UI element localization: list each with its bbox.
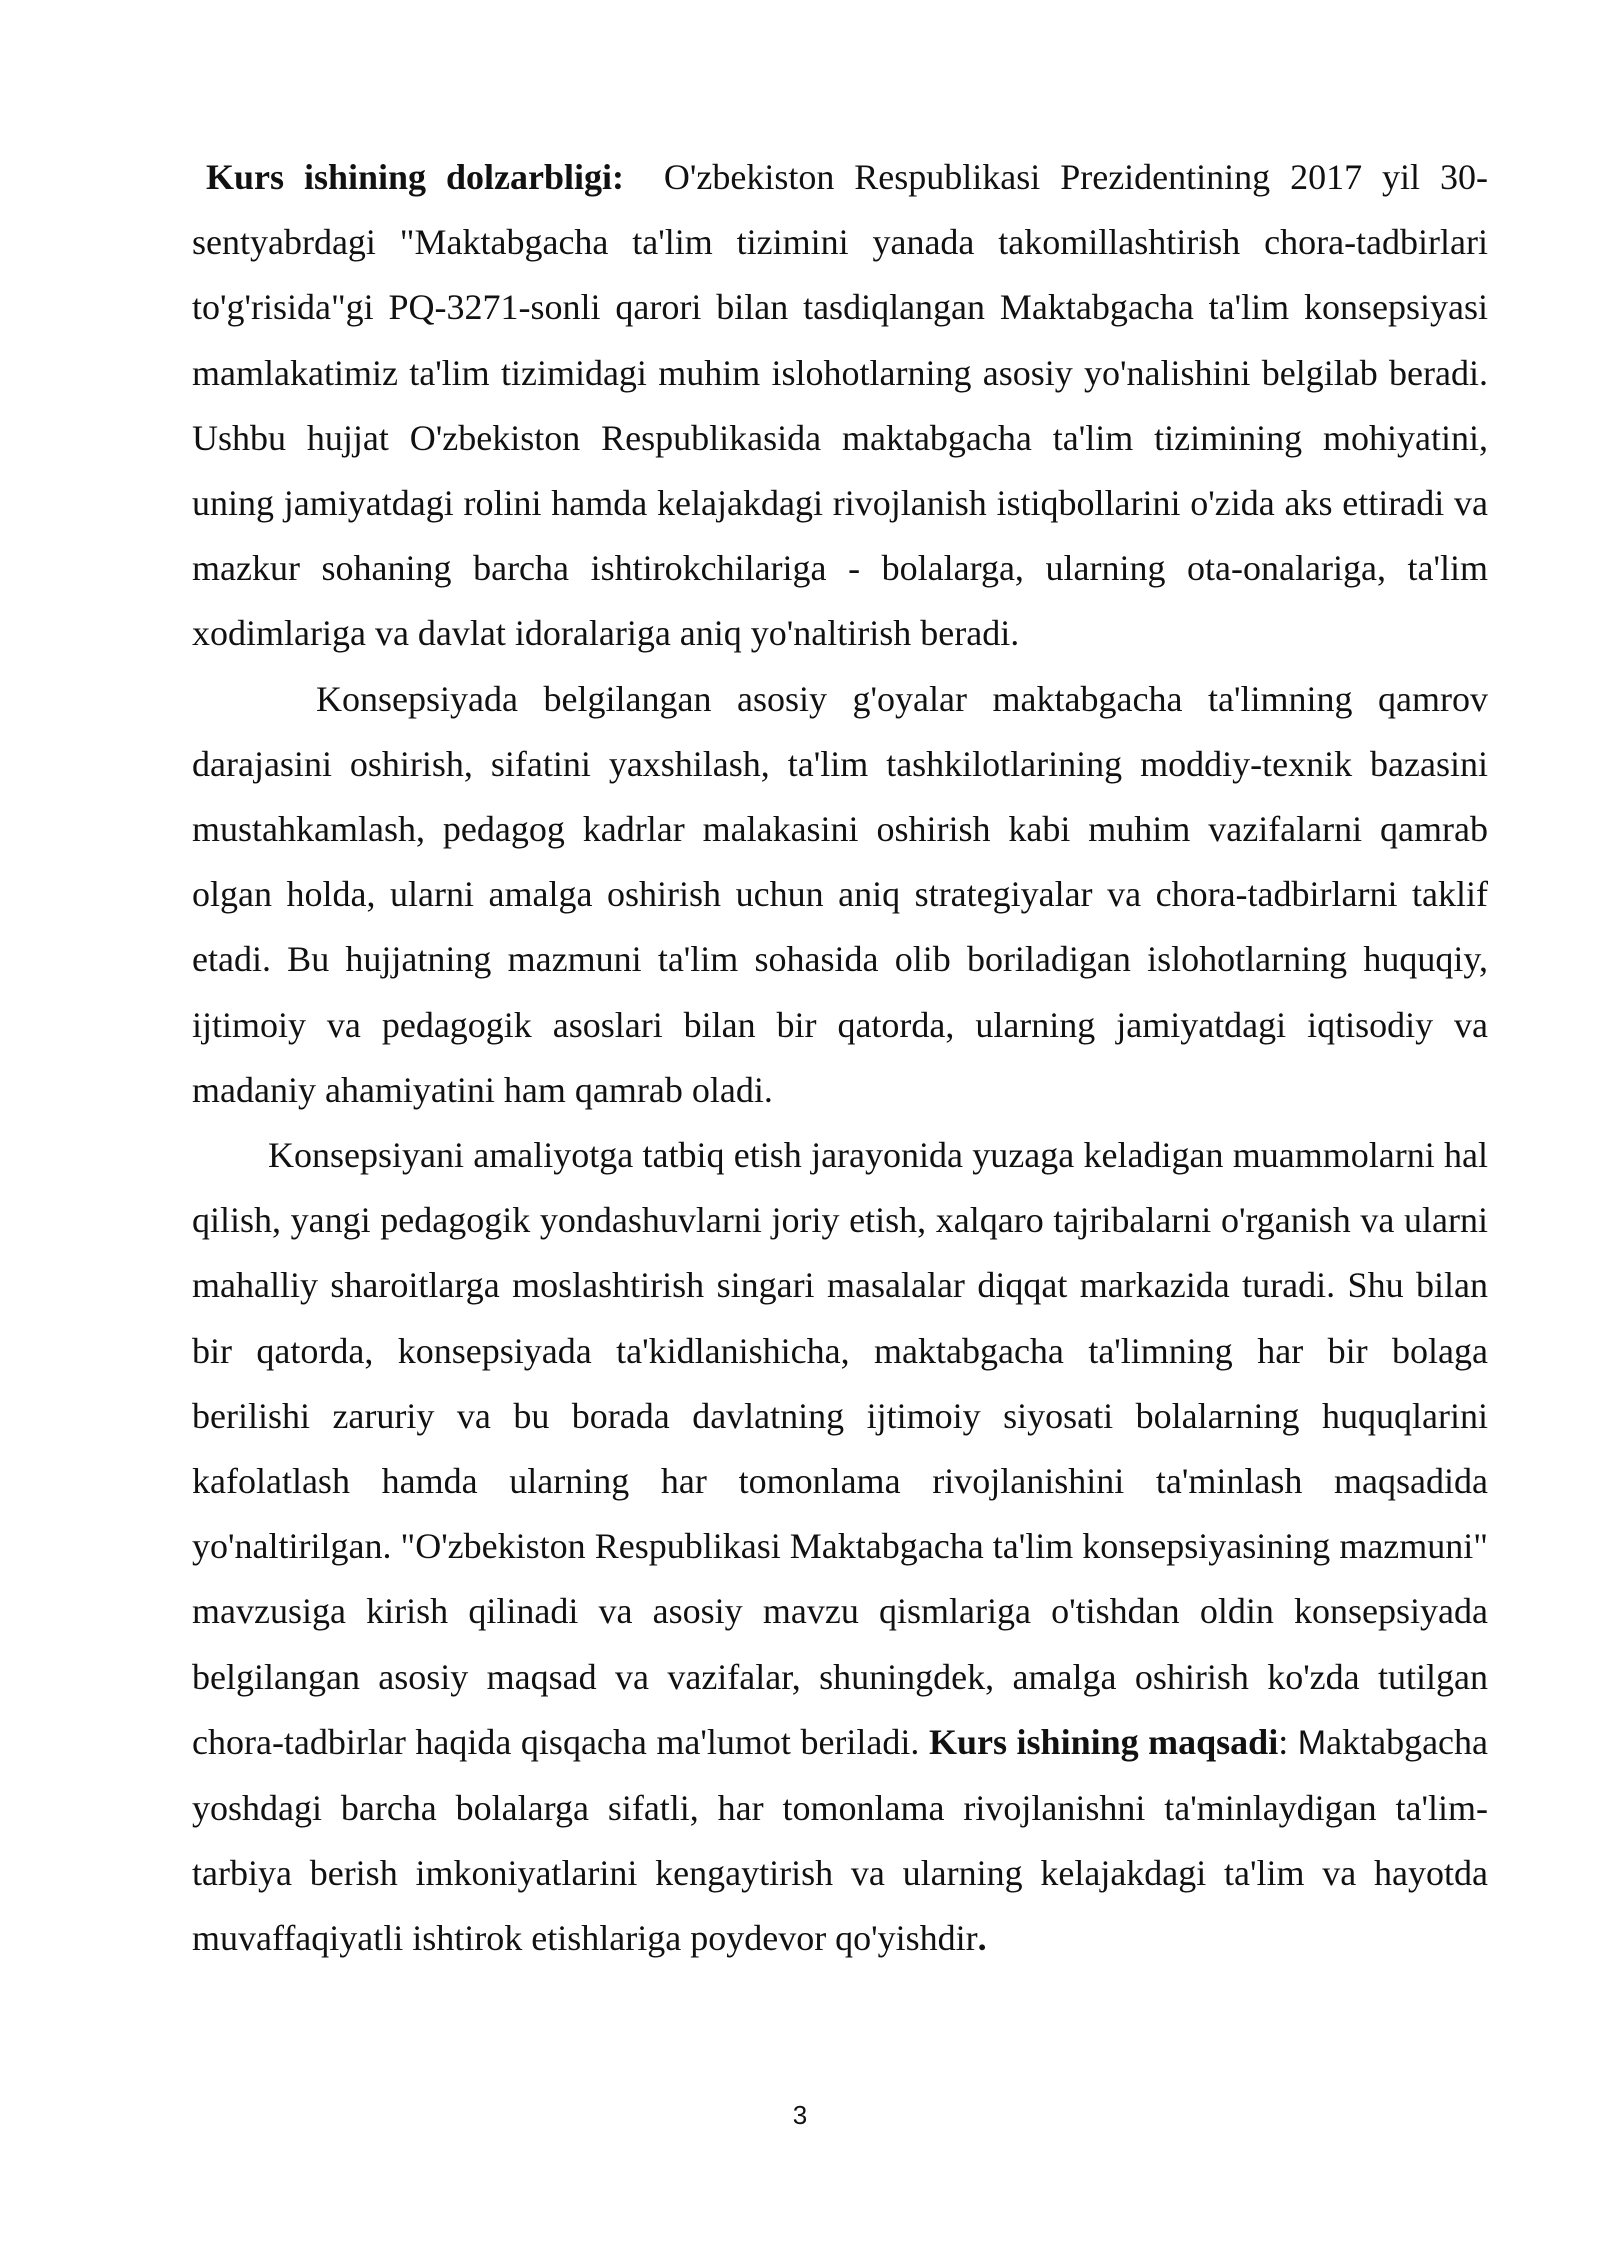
page-number: 3 — [792, 2100, 808, 2130]
implementation-text: Konsepsiyani amaliyotga tatbiq etish jarayonida yuzaga keladigan muammolarni hal qilish, yangi pedagogik yondashuvlarni joriy etish, xalqaro tajribalarni o'rganish va ularni mahalliy sharoitlarga moslashtirish singari masalalar diqqat markazida turadi. Shu bilan bir qatorda, konsepsiyada ta'kidlanishicha, maktabgacha ta'limning har bir bolaga berilishi zaruriy va bu borada davlatning ijtimoiy siyosati bolalarning huquqlarini kafolatlash hamda ularning har tomonlama rivojlanishini ta'minlash maqsadida yo'naltirilgan. "O'zbekiston Respublikasi Maktabgacha ta'lim konsepsiyasining mazmuni" mavzusiga kirish qilinadi va asosiy mavzu qismlariga o'tishdan oldin konsepsiyada belgilangan asosiy maqsad va vazifalar, shuningdek, amalga oshirish ko'zda tutilgan chora-tadbirlar haqida qisqacha ma'lumot beriladi. — [192, 1135, 1488, 1762]
goal-first-letter: M — [1297, 1723, 1327, 1762]
goal-end-period: . — [977, 1918, 987, 1959]
relevance-heading: Kurs ishining dolzarbligi: — [206, 157, 624, 197]
goal-heading: Kurs ishining maqsadi — [928, 1721, 1279, 1762]
goal-text: aktabgacha yoshdagi barcha bolalarga sifatli, har tomonlama rivojlanishni ta'minlaydigan ta'lim-tarbiya berish imkoniyatlarini kengaytirish va ularning kelajakdagi ta'lim va hayotda muvaffaqiyatli ishtirok etishlariga poydevor qo'yishdir — [192, 1721, 1489, 1959]
paragraph-relevance — [192, 145, 1488, 667]
relevance-text: O'zbekiston Respublikasi Prezidentining 2017 yil 30-sentyabrdagi "Maktabgacha ta'lim tizimini yanada takomillashtirish chora-tadbirlari to'g'risida"gi PQ-3271-sonli qarori bilan tasdiqlangan Maktabgacha ta'lim konsepsiyasi mamlakatimiz ta'lim tizimidagi muhim islohotlarning asosiy yo'nalishini belgilab beradi. Ushbu hujjat O'zbekiston Respublikasida maktabgacha ta'lim tizimining mohiyatini, uning jamiyatdagi rolini hamda kelajakdagi rivojlanish istiqbollarini o'zida aks ettiradi va mazkur sohaning barcha ishtirokchilariga - bolalarga, ularning ota-onalariga, ta'lim xodimlariga va davlat idoralariga aniq yo'naltirish beradi. — [192, 157, 1488, 654]
goal-colon: : — [1278, 1721, 1298, 1762]
page-body — [192, 145, 1488, 1972]
paragraph-implementation — [192, 1123, 1488, 1972]
paragraph-concept-ideas — [192, 667, 1488, 1123]
concept-ideas-text: Konsepsiyada belgilangan asosiy g'oyalar maktabgacha ta'limning qamrov darajasini oshirish, sifatini yaxshilash, ta'lim tashkilotlarining moddiy-texnik bazasini mustahkamlash, pedagog kadrlar malakasini oshirish kabi muhim vazifalarni qamrab olgan holda, ularni amalga oshirish uchun aniq strategiyalar va chora-tadbirlarni taklif etadi. Bu hujjatning mazmuni ta'lim sohasida olib boriladigan islohotlarning huquqiy, ijtimoiy va pedagogik asoslari bilan bir qatorda, ularning jamiyatdagi iqtisodiy va madaniy ahamiyatini ham qamrab oladi. — [192, 678, 1488, 1110]
